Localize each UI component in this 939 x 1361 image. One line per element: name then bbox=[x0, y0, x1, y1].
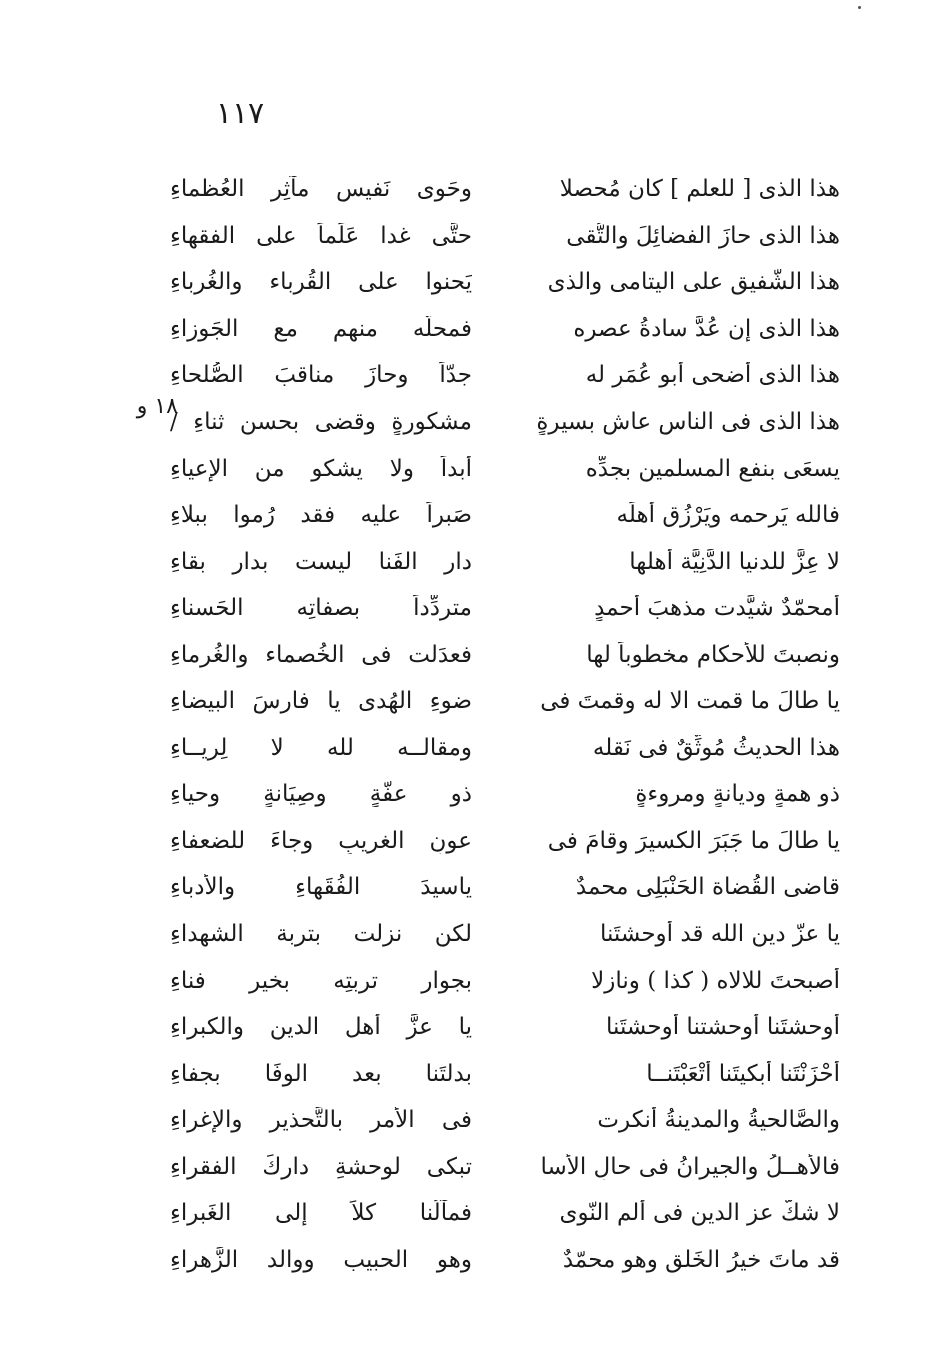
second-hemistich: متردِّداً بصفاتِه الحَسناءِ bbox=[170, 595, 472, 622]
first-hemistich: قاضى القُضاة الحَنْبَلِى محمدٌ bbox=[575, 874, 840, 901]
first-hemistich: أمحمّدٌ شيَّدت مذهبَ أحمدٍ bbox=[594, 595, 840, 622]
second-hemistich: وحَوى نَفيس مآثِرِ العُظماءِ bbox=[170, 176, 472, 203]
poem-body bbox=[170, 166, 840, 1283]
page-corner-dot bbox=[858, 6, 861, 9]
second-hemistich: أبداً ولا يشكو من الإعياءِ bbox=[170, 455, 472, 482]
verse-line bbox=[170, 678, 840, 725]
verse-line bbox=[170, 259, 840, 306]
verse-line bbox=[170, 352, 840, 399]
second-hemistich: ياسيدَ الفُقَهاءِ والأُدباءِ bbox=[170, 874, 472, 901]
verse-line bbox=[170, 1097, 840, 1144]
verse-line bbox=[170, 1190, 840, 1237]
first-hemistich: يسعَى بنفع المسلمين بجدِّه bbox=[585, 455, 840, 482]
second-hemistich: دار الفَنا ليست بدار بقاءِ bbox=[170, 548, 472, 575]
first-hemistich: لا شكَّ عز الدين فى ألم النّوى bbox=[559, 1200, 840, 1227]
verse-line bbox=[170, 166, 840, 213]
verse-line bbox=[170, 911, 840, 958]
verse-line bbox=[170, 445, 840, 492]
verse-line bbox=[170, 492, 840, 539]
first-hemistich: ذو همةٍ وديانةٍ ومروءةٍ bbox=[635, 781, 840, 808]
second-hemistich: بجوار تربتِه بخير فناءِ bbox=[170, 967, 472, 994]
folio-margin-note: ١٨ و bbox=[136, 394, 178, 419]
second-hemistich: ومقالــه لله لا لِريــاءِ bbox=[170, 734, 472, 761]
first-hemistich: يا عزّ دينِ الله قد أوحشتَنا bbox=[599, 921, 840, 948]
second-hemistich: يا عزَّ أهل الدين والكبراءِ bbox=[170, 1014, 472, 1041]
verse-line bbox=[170, 771, 840, 818]
second-hemistich: مشكورةٍ وقضى بحسنِ ثناءِ / bbox=[170, 409, 472, 435]
first-hemistich: يا طالَ ما جَبَرَ الكسيرَ وقامَ فى bbox=[547, 827, 840, 854]
first-hemistich: لا عِزَّ للدنيا الدَّنِيَّة أهلها bbox=[629, 548, 840, 575]
first-hemistich: هذا الذى [ للعلم ] كان مُحصلا bbox=[559, 176, 840, 203]
verse-line bbox=[170, 399, 840, 446]
second-hemistich: حتَّى غدا عَلَماً على الفقهاءِ bbox=[170, 222, 472, 249]
verse-line bbox=[170, 1237, 840, 1284]
verse-line bbox=[170, 1004, 840, 1051]
first-hemistich: هذا الشَّفيق على اليتامى والذى bbox=[547, 269, 840, 296]
second-hemistich: وهو الحبيب ووالد الزَّهراءِ bbox=[170, 1246, 472, 1273]
second-hemistich: جدّاً وحازَ مناقبَ الصُّلحاءِ bbox=[170, 362, 472, 389]
page-number: ١١٧ bbox=[215, 96, 265, 131]
verse-line bbox=[170, 818, 840, 865]
verse-line bbox=[170, 585, 840, 632]
second-hemistich: بدلتَنا بعد الوفَا بجفاءِ bbox=[170, 1060, 472, 1087]
second-hemistich: ذو عفَّةٍ وصِيَانةٍ وحياءِ bbox=[170, 781, 472, 808]
first-hemistich: ونصبتَ للأحكامِ مخطوباً لها bbox=[586, 641, 840, 668]
first-hemistich: والصَّالحيةُ والمدينةُ أنكرت bbox=[597, 1107, 840, 1134]
second-hemistich: ضوءِ الهُدى يا فارسَ البيضاءِ bbox=[170, 688, 472, 715]
first-hemistich: فالأهــلُ والجيرانُ فى حالِ الأسا bbox=[540, 1153, 840, 1180]
verse-line bbox=[170, 1143, 840, 1190]
second-hemistich: فمحلّه منهم مع الجَوزاءِ bbox=[170, 315, 472, 342]
first-hemistich: أصبحتَ للالاه ( كذا ) ونازلا bbox=[591, 967, 840, 994]
second-hemistich: يَحنوا على القُرباء والغُرباءِ bbox=[170, 269, 472, 296]
second-hemistich: تبكى لوحشةِ دارِكَ الفقراءِ bbox=[170, 1153, 472, 1180]
first-hemistich: هذا الذى أضحى أبو عُمَرٍ له bbox=[585, 362, 840, 389]
verse-line bbox=[170, 306, 840, 353]
first-hemistich: أوحشتَنا أوحشتنا أوحشتَنا bbox=[606, 1014, 840, 1041]
verse-line bbox=[170, 631, 840, 678]
second-hemistich: فعدَلت فى الخُصماء والغُرماءِ bbox=[170, 641, 472, 668]
verse-line bbox=[170, 725, 840, 772]
second-hemistich: لكن نزلت بتربة الشهداءِ bbox=[170, 921, 472, 948]
first-hemistich: هذا الذى حازَ الفضائِلَ والتُّقى bbox=[566, 222, 840, 249]
verse-line bbox=[170, 1050, 840, 1097]
first-hemistich: قد ماتَ خيرُ الخَلقِ وهو محمّدٌ bbox=[562, 1246, 840, 1273]
verse-line bbox=[170, 213, 840, 260]
first-hemistich: هذا الحديثُ مُوثِّقٌ فى نَقله bbox=[592, 734, 840, 761]
first-hemistich: هذا الذى فى الناس عاش بسيرةٍ bbox=[536, 409, 840, 435]
second-hemistich: فى الأمرِ بالتَّحذير والإغراءِ bbox=[170, 1107, 472, 1134]
second-hemistich: صَبراً عليه فقد رُموا ببلاءِ bbox=[170, 502, 472, 529]
second-hemistich: فمآلُنا كلاً إلى الغَبراءِ bbox=[170, 1200, 472, 1227]
first-hemistich: فالله يَرحمه ويَرْزُق أهلَه bbox=[616, 502, 840, 529]
first-hemistich: أحْزَنْتَنا أبكيتَنا أتْعَبْتَنــا bbox=[646, 1060, 840, 1087]
verse-line bbox=[170, 864, 840, 911]
verse-line bbox=[170, 957, 840, 1004]
first-hemistich: هذا الذى إن عُدَّ سادةُ عصرِه bbox=[573, 315, 840, 342]
first-hemistich: يا طالَ ما قمت الا له وقمتَ فى bbox=[540, 688, 840, 715]
verse-line bbox=[170, 538, 840, 585]
second-hemistich: عونِ الغريبِ وجاءَ للضعفاءِ bbox=[170, 827, 472, 854]
